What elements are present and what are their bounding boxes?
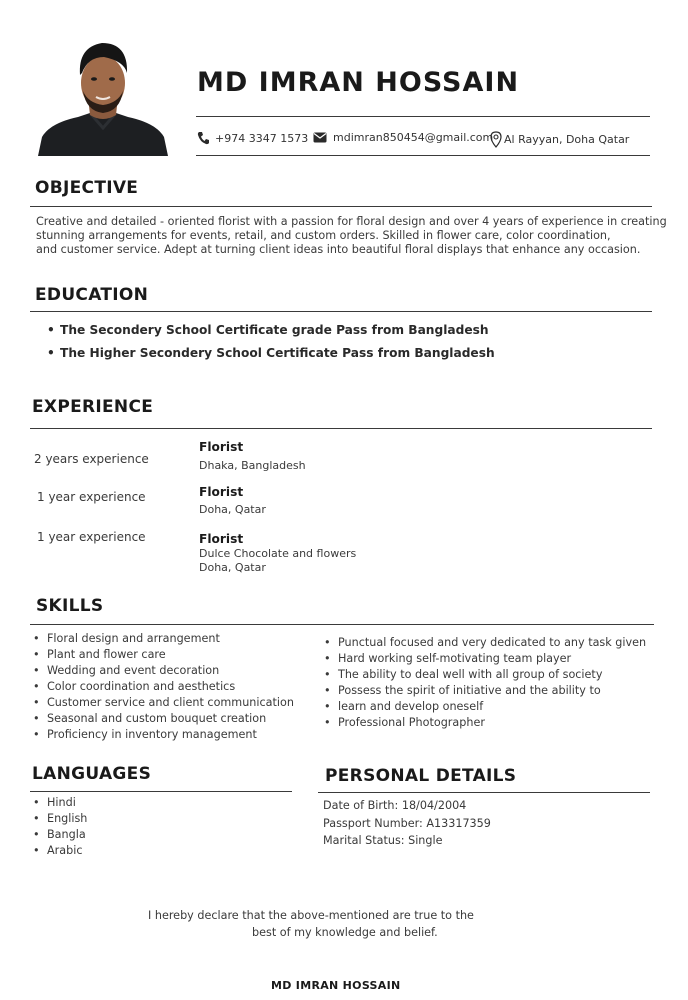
experience-heading: EXPERIENCE (32, 397, 154, 417)
skill-item: • learn and develop oneself (324, 699, 646, 715)
personal-details-divider (318, 792, 650, 793)
contact-location (490, 131, 629, 148)
experience-title: Florist (199, 532, 244, 546)
phone-number: +974 3347 1573 (215, 131, 309, 145)
location-text: Al Rayyan, Doha Qatar (504, 133, 630, 146)
language-item: • Bangla (33, 827, 87, 843)
objective-line: Creative and detailed - oriented florist with a passion for floral design and over 4 years of experience in creating (36, 215, 667, 228)
candidate-name: MD IMRAN HOSSAIN (197, 67, 520, 98)
envelope-icon (313, 132, 327, 143)
phone-icon (197, 131, 209, 145)
experience-duration: 1 year experience (37, 490, 146, 504)
objective-line: and customer service. Adept at turning client ideas into beautiful floral displays that enhance any occasion. (36, 242, 641, 256)
skills-list-right (324, 635, 646, 731)
experience-title: Florist (199, 485, 244, 499)
objective-heading: OBJECTIVE (35, 178, 139, 198)
header-top-divider (196, 116, 650, 117)
skill-item: • Plant and flower care (33, 647, 294, 663)
date-of-birth: Date of Birth: 18/04/2004 (323, 799, 467, 812)
language-item: • English (33, 811, 87, 827)
education-item: • The Higher Secondery School Certificate Pass from Bangladesh (60, 346, 495, 360)
experience-location: Doha, Qatar (199, 503, 266, 516)
skill-item: • Possess the spirit of initiative and the ability to (324, 683, 646, 699)
declaration-line: I hereby declare that the above-mentioned are true to the (148, 909, 474, 922)
contact-email (313, 131, 493, 144)
experience-location: Dulce Chocolate and flowers (199, 547, 357, 560)
experience-duration: 1 year experience (37, 530, 146, 544)
footer-signature-name: MD IMRAN HOSSAIN (271, 979, 401, 992)
contact-phone (197, 131, 308, 145)
personal-details-heading: PERSONAL DETAILS (325, 766, 517, 786)
languages-heading: LANGUAGES (32, 764, 152, 784)
skill-item: • Proficiency in inventory management (33, 727, 294, 743)
experience-duration: 2 years experience (34, 452, 149, 466)
skill-item: • Hard working self-motivating team player (324, 651, 646, 667)
skill-item: • Punctual focused and very dedicated to any task given (324, 635, 646, 651)
education-heading: EDUCATION (35, 285, 149, 305)
language-item: • Arabic (33, 843, 87, 859)
skills-divider (30, 624, 654, 625)
header-bottom-divider (196, 155, 650, 156)
objective-divider (30, 206, 652, 207)
skill-item: • Floral design and arrangement (33, 631, 294, 647)
skills-list-left (33, 631, 294, 743)
objective-line: stunning arrangements for events, retail, and custom orders. Skilled in flower care, color coordination, (36, 228, 611, 242)
education-divider (30, 311, 652, 312)
skill-item: • Customer service and client communication (33, 695, 294, 711)
languages-divider (30, 791, 292, 792)
location-pin-icon (490, 131, 502, 148)
declaration-line: best of my knowledge and belief. (252, 926, 438, 939)
objective-text (36, 215, 667, 256)
education-item: • The Secondery School Certificate grade Pass from Bangladesh (60, 323, 489, 337)
experience-title: Florist (199, 440, 244, 454)
skill-item: • Seasonal and custom bouquet creation (33, 711, 294, 727)
skill-item: • Professional Photographer (324, 715, 646, 731)
marital-status: Marital Status: Single (323, 834, 443, 847)
profile-photo (38, 33, 168, 156)
skills-heading: SKILLS (36, 596, 104, 616)
language-item: • Hindi (33, 795, 87, 811)
languages-list (33, 795, 87, 859)
skill-item: • Color coordination and aesthetics (33, 679, 294, 695)
skill-item: • Wedding and event decoration (33, 663, 294, 679)
skill-item: • The ability to deal well with all group of society (324, 667, 646, 683)
experience-divider (30, 428, 652, 429)
experience-location: Dhaka, Bangladesh (199, 459, 306, 472)
email-address: mdimran850454@gmail.com (333, 131, 494, 144)
passport-number: Passport Number: A13317359 (323, 817, 491, 830)
experience-location: Doha, Qatar (199, 561, 266, 574)
